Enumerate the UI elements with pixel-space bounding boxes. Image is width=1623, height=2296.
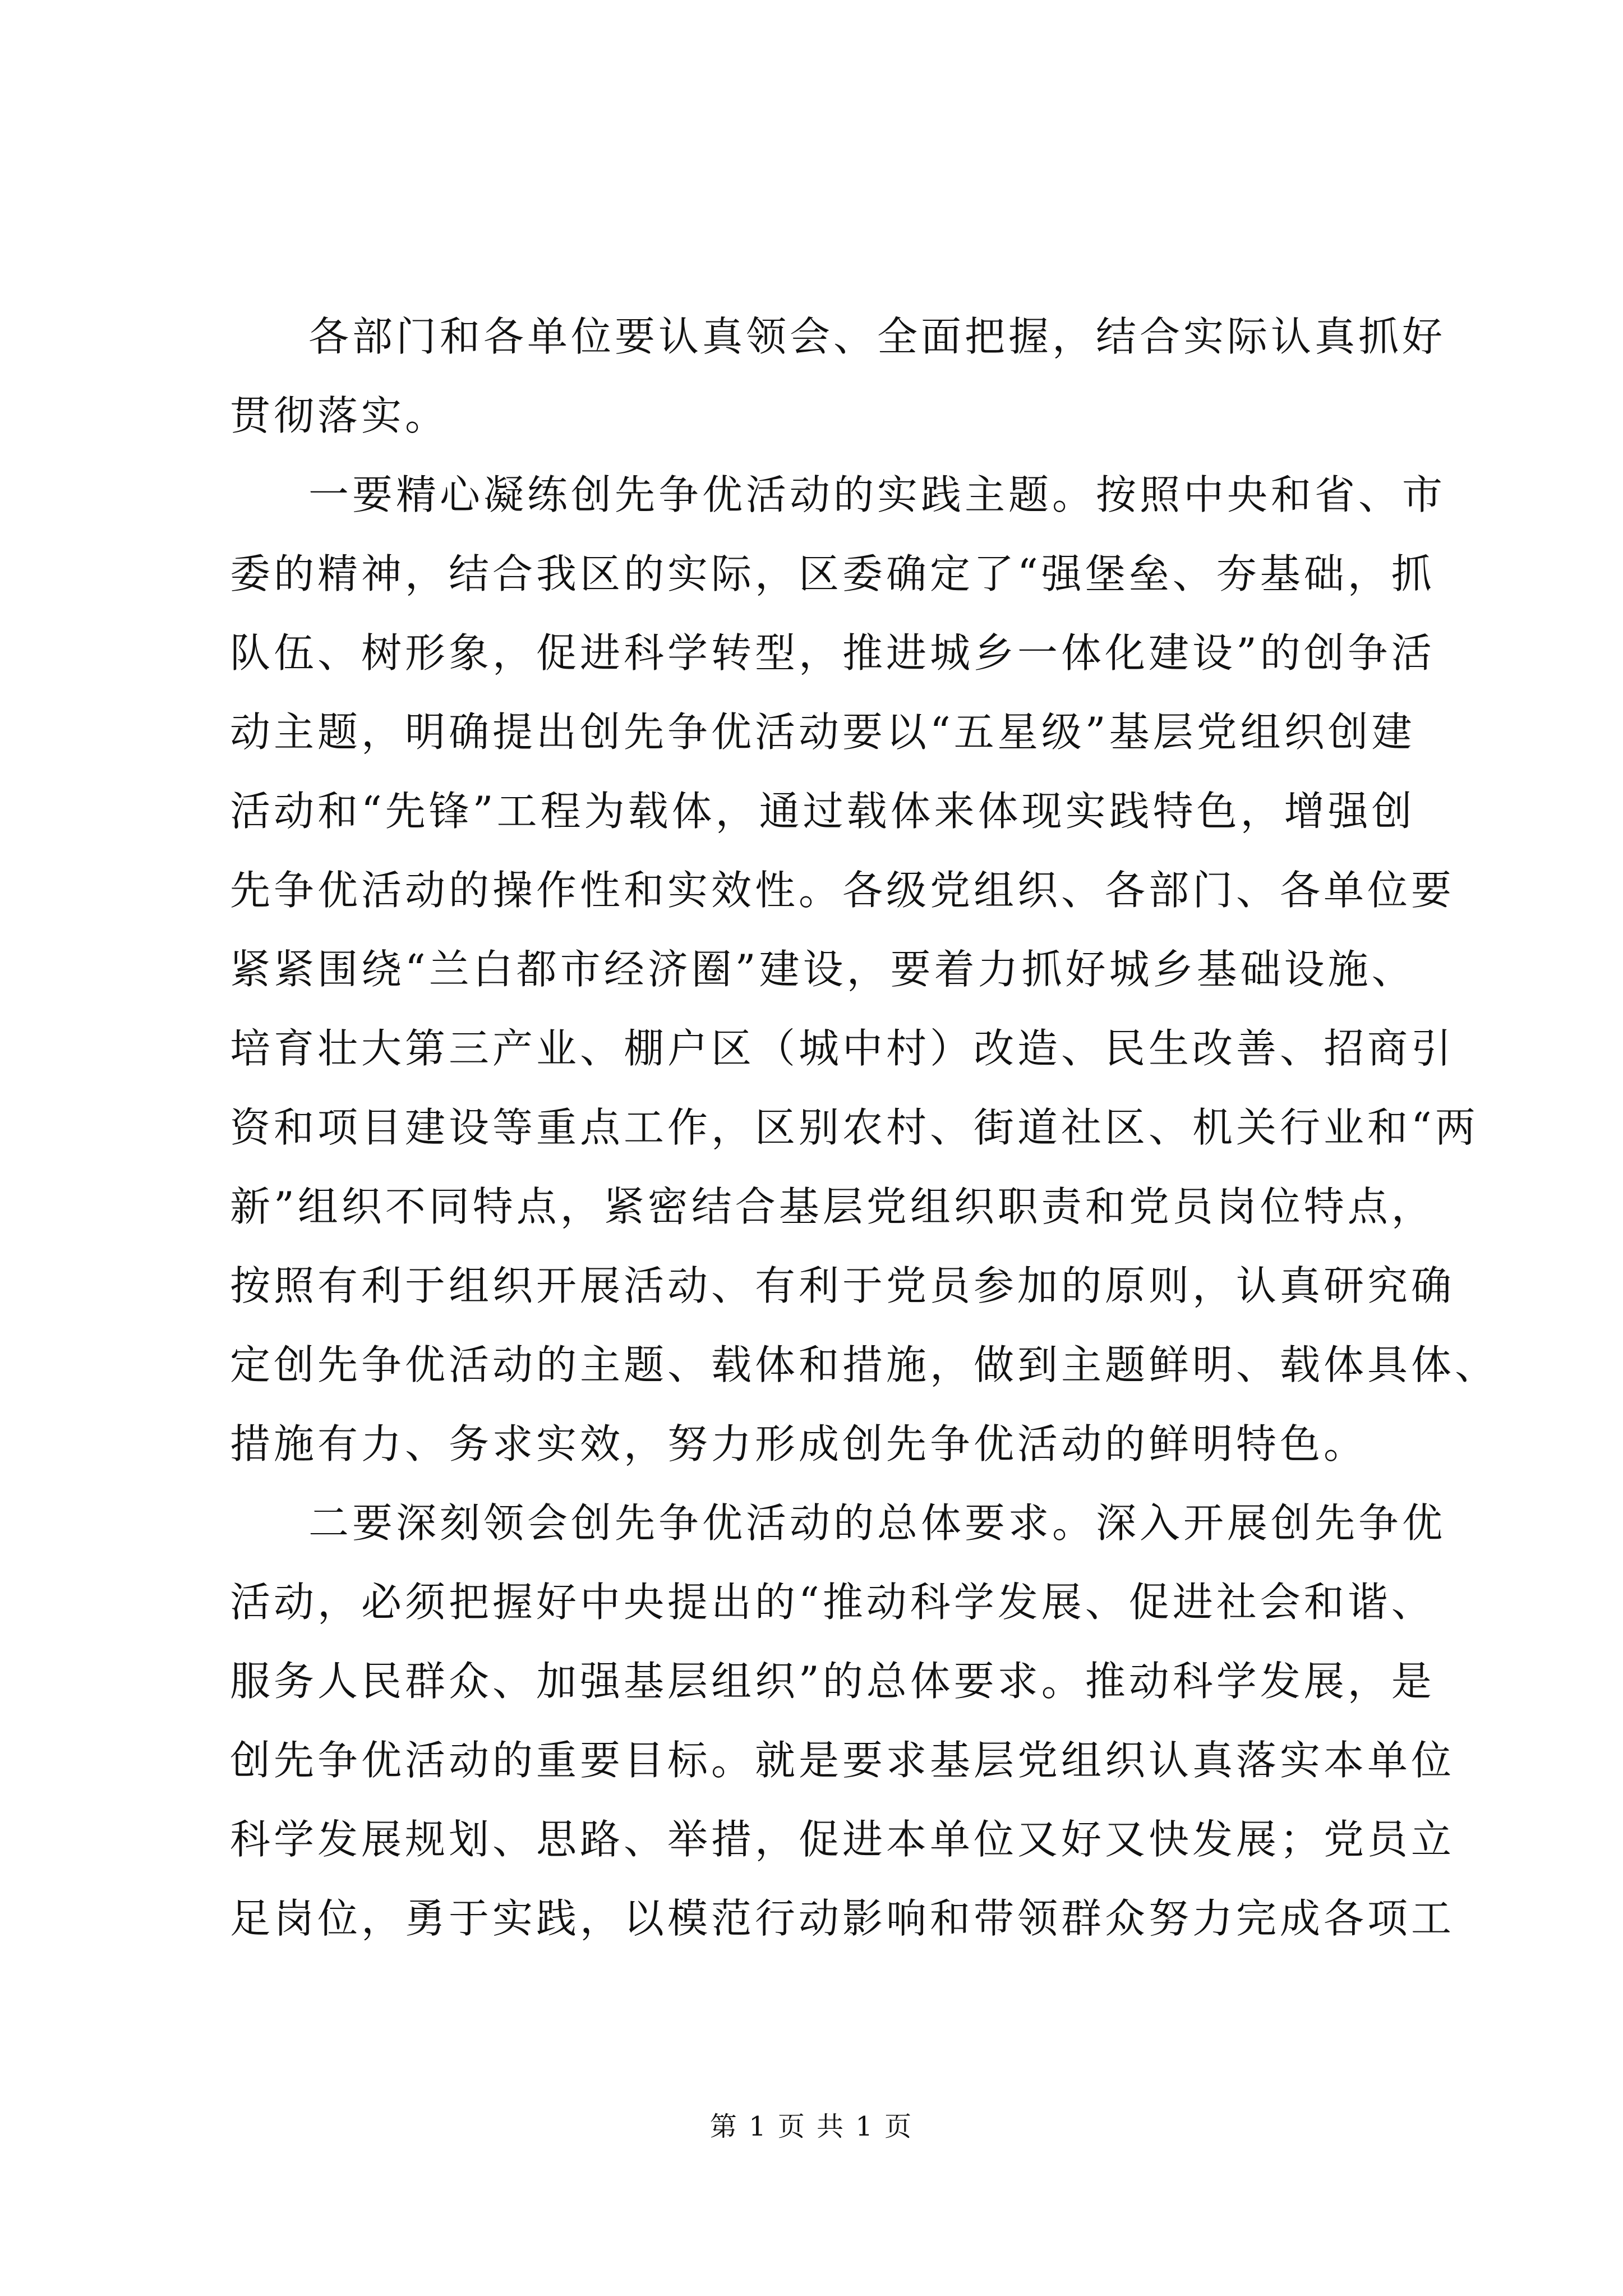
paragraph-line: 措施有力、务求实效，努力形成创先争优活动的鲜明特色。: [230, 1420, 1368, 1467]
paragraph-line: 创先争优活动的重要目标。就是要求基层党组织认真落实本单位: [230, 1737, 1455, 1784]
paragraph-line: 新”组织不同特点，紧密结合基层党组织职责和党员岗位特点，: [230, 1183, 1435, 1230]
paragraph-line: 科学发展规划、思路、举措，促进本单位又好又快发展；党员立: [230, 1816, 1455, 1863]
paragraph-line: 二要深刻领会创先争优活动的总体要求。深入开展创先争优: [308, 1499, 1446, 1547]
paragraph-line: 活动，必须把握好中央提出的“推动科学发展、促进社会和谐、: [230, 1579, 1435, 1626]
paragraph-line: 先争优活动的操作性和实效性。各级党组织、各部门、各单位要: [230, 867, 1455, 914]
paragraph-line: 定创先争优活动的主题、载体和措施，做到主题鲜明、载体具体、: [230, 1341, 1499, 1388]
paragraph-line: 一要精心凝练创先争优活动的实践主题。按照中央和省、市: [308, 471, 1446, 518]
page-footer: 第 1 页 共 1 页: [709, 2111, 914, 2142]
paragraph-line: 各部门和各单位要认真领会、全面把握，结合实际认真抓好: [308, 313, 1446, 360]
paragraph-line: 服务人民群众、加强基层组织”的总体要求。推动科学发展，是: [230, 1658, 1435, 1705]
paragraph-line: 按照有利于组织开展活动、有利于党员参加的原则，认真研究确: [230, 1262, 1455, 1309]
paragraph-line: 委的精神，结合我区的实际，区委确定了“强堡垒、夯基础，抓: [230, 550, 1435, 597]
paragraph-line: 足岗位，勇于实践，以模范行动影响和带领群众努力完成各项工: [230, 1895, 1455, 1942]
paragraph-line: 资和项目建设等重点工作，区别农村、街道社区、机关行业和“两: [230, 1104, 1479, 1151]
paragraph-line: 贯彻落实。: [230, 392, 449, 439]
paragraph-line: 培育壮大第三产业、棚户区（城中村）改造、民生改善、招商引: [230, 1025, 1455, 1072]
paragraph-line: 活动和“先锋”工程为载体，通过载体来体现实践特色，增强创: [230, 788, 1415, 835]
paragraph-line: 紧紧围绕“兰白都市经济圈”建设，要着力抓好城乡基础设施、: [230, 946, 1415, 993]
paragraph-line: 队伍、树形象，促进科学转型，推进城乡一体化建设”的创争活: [230, 629, 1435, 677]
paragraph-line: 动主题，明确提出创先争优活动要以“五星级”基层党组织创建: [230, 708, 1415, 756]
document-body: [230, 297, 1499, 1958]
